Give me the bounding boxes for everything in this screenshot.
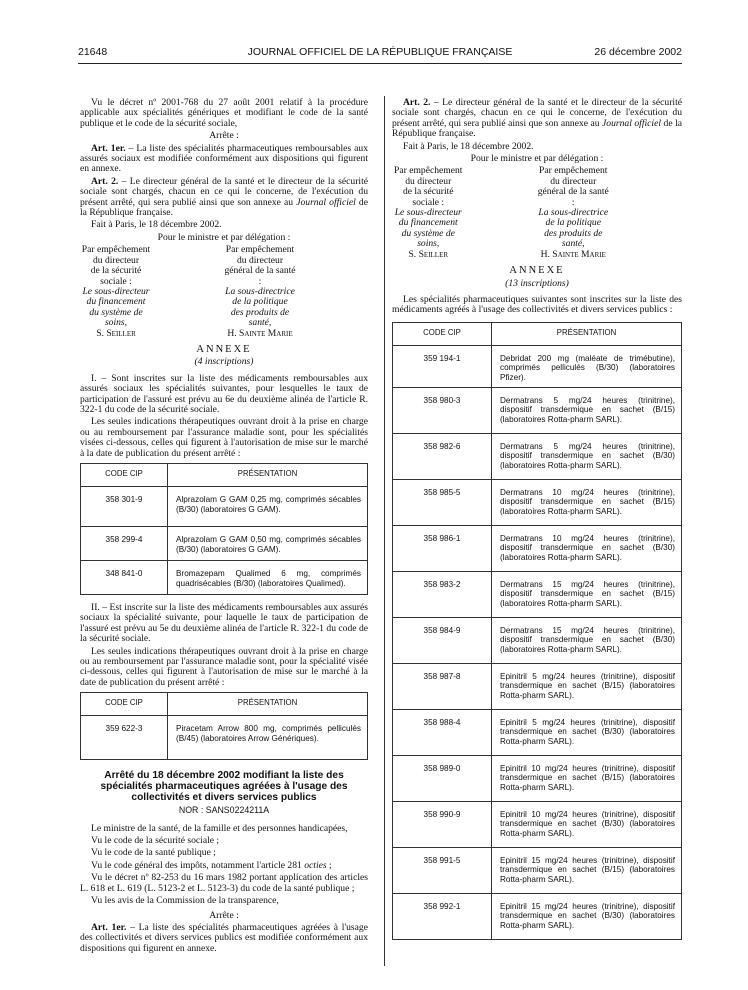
cip-code: 358 992-1 xyxy=(393,893,492,939)
cip-code: 358 988-4 xyxy=(393,709,492,755)
col-presentation: PRÉSENTATION xyxy=(492,322,682,345)
issue-date: 26 décembre 2002 xyxy=(594,46,682,58)
vu-decret: Vu le décret nº 2001-768 du 27 août 2001 relatif à la procédure applicable aux spécialités génériques et modifiant le code de la santé publique et le code de la sécurité sociale, xyxy=(80,97,368,129)
table-row xyxy=(393,525,682,571)
presentation: Dermatrans 5 mg/24 heures (trinitrine), dispositif transdermique en sachet (B/15) (laboratoires Rotta-pharm SARL). xyxy=(492,387,682,433)
signature-left xyxy=(80,245,224,339)
table-row xyxy=(393,571,682,617)
cip-code: 358 989-0 xyxy=(393,755,492,801)
inscriptions-count: (13 inscriptions) xyxy=(505,277,569,289)
signature-right xyxy=(537,166,682,260)
fait-a-paris: Fait à Paris, le 18 décembre 2002. xyxy=(91,219,222,231)
article-1 xyxy=(80,144,368,175)
cip-code: 348 841-0 xyxy=(81,561,168,595)
page-number: 21648 xyxy=(78,46,108,58)
vu-line xyxy=(80,861,368,871)
vu-line: Vu les avis de la Commission de la transparence, xyxy=(91,895,279,907)
vu-line-end: ; xyxy=(326,859,332,871)
cip-code: 358 991-5 xyxy=(393,847,492,893)
cip-code: 358 987-8 xyxy=(393,663,492,709)
presentation: Epinitril 15 mg/24 heures (trinitrine), dispositif transdermique en sachet (B/30) (laboratoires Rotta-pharm SARL). xyxy=(492,893,682,939)
presentation: Epinitril 5 mg/24 heures (trinitrine), dispositif transdermique en sachet (B/15) (laboratoires Rotta-pharm SARL). xyxy=(492,663,682,709)
cip-code: 358 980-3 xyxy=(393,387,492,433)
article-2-text: – Le directeur général de la santé et le directeur de la sécurité sociale sont chargés, chacun en ce qui le concerne, de l'exécution du présent arrêté, qui sera publié ainsi que son annexe au xyxy=(80,175,368,208)
presentation: Dermatrans 15 mg/24 heures (trinitrine), dispositif transdermique en sachet (B/15) (laboratoires Rotta-pharm SARL). xyxy=(492,571,682,617)
presentation: Dermatrans 5 mg/24 heures (trinitrine), dispositif transdermique en sachet (B/30) (laboratoires Rotta-pharm SARL). xyxy=(492,433,682,479)
left-column xyxy=(80,98,368,956)
table-row xyxy=(393,893,682,939)
signatory-name: S. Seiller xyxy=(408,248,449,260)
cip-code: 358 301-9 xyxy=(81,487,168,527)
journal-title: JOURNAL OFFICIEL DE LA RÉPUBLIQUE FRANÇAISE xyxy=(247,46,513,58)
col-presentation: PRÉSENTATION xyxy=(168,693,368,716)
table-row xyxy=(393,663,682,709)
article-2 xyxy=(392,98,682,140)
article-2-label: Art. 2. xyxy=(91,175,119,187)
article-1-text: – La liste des spécialités pharmaceutiques agréées à l'usage des collectivités et divers services publics est modifiée conformément aux dispositions qui figurent en annexe. xyxy=(80,921,368,954)
ministre-line: Le ministre de la santé, de la famille et des personnes handicapées, xyxy=(91,822,348,834)
table-row xyxy=(393,709,682,755)
table-cip-2 xyxy=(80,692,368,760)
right-column xyxy=(392,98,682,948)
signature-left xyxy=(392,166,537,260)
table-row xyxy=(393,617,682,663)
section-1-indications: Les seules indications thérapeutiques ouvrant droit à la prise en charge ou au remboursement par l'assurance maladie sont, pour les spécialités visées ci-dessous, celles qui figurent à l'autorisation de mise sur le marché à la date de publication du présent arrêté : xyxy=(80,416,368,459)
signature-block xyxy=(80,245,368,339)
vu-line: Vu le code de la sécurité sociale ; xyxy=(91,835,220,847)
section-2-indications: Les seules indications thérapeutiques ouvrant droit à la prise en charge ou au remboursement par l'assurance maladie sont, pour la spécialité visée ci-dessous, celles qui figurent à l'autorisation de mise sur le marché à la date de publication du présent arrêté : xyxy=(80,645,368,688)
table-row xyxy=(393,387,682,433)
pour-le-ministre: Pour le ministre et par délégation : xyxy=(157,231,291,243)
cip-code: 359 194-1 xyxy=(393,345,492,387)
signatory-name: S. Seiller xyxy=(96,327,136,339)
sig-line: du financement xyxy=(398,217,458,229)
table-row xyxy=(393,345,682,387)
octies: octies xyxy=(304,859,327,871)
sig-line: La sous-directrice xyxy=(538,207,609,219)
page-header xyxy=(78,46,682,62)
table-row xyxy=(393,479,682,525)
sig-line: Par empêchement xyxy=(225,244,295,256)
arrete-heading: Arrête : xyxy=(209,130,239,142)
arrete-heading: Arrête : xyxy=(209,909,239,921)
annexe-intro: Les spécialités pharmaceutiques suivantes sont inscrites sur la liste des médicaments agréés à l'usage des collectivités et divers services publics : xyxy=(392,293,682,316)
article-2 xyxy=(80,177,368,219)
presentation: Debridat 200 mg (maléate de trimébutine), comprimés pelliculés (B/30) (laboratoires Pfizer). xyxy=(492,345,682,387)
col-code-cip: CODE CIP xyxy=(81,464,168,487)
table-header-row xyxy=(81,464,368,487)
article-2-text: – Le directeur général de la santé et le directeur de la sécurité sociale sont chargés, chacun en ce qui le concerne, de l'exécution du présent arrêté, qui sera publié ainsi que son annexe au xyxy=(392,97,682,129)
cip-code: 358 984-9 xyxy=(393,617,492,663)
section-2: II. – Est inscrite sur la liste des médicaments remboursables aux assurés sociaux la spécialité suivante, pour laquelle le taux de participation de l'assuré est prévu au 5e du deuxième alinéa de l'article R. 322-1 du code de la sécurité sociale. xyxy=(80,602,368,645)
inscriptions-count: (4 inscriptions) xyxy=(194,356,254,368)
table-row xyxy=(81,487,368,527)
fait-a-paris: Fait à Paris, le 18 décembre 2002. xyxy=(403,140,534,152)
sig-line: Le sous-directeur xyxy=(82,285,150,297)
presentation: Epinitril 5 mg/24 heures (trinitrine), dispositif transdermique en sachet (B/30) (laboratoires Rotta-pharm SARL). xyxy=(492,709,682,755)
sig-line: Le sous-directeur xyxy=(394,207,462,219)
table-row xyxy=(393,755,682,801)
cip-code: 358 299-4 xyxy=(81,527,168,561)
cip-code: 358 982-6 xyxy=(393,433,492,479)
article-2-label: Art. 2. xyxy=(403,97,431,108)
presentation: Bromazepam Qualimed 6 mg, comprimés quadrisécables (B/30) (laboratoires Qualimed). xyxy=(168,561,368,595)
annexe-title: ANNEXE xyxy=(509,265,565,277)
cip-code: 358 990-9 xyxy=(393,801,492,847)
signatory-name: H. Sainte Marie xyxy=(540,248,606,260)
sig-line: de la politique xyxy=(545,217,601,229)
presentation: Alprazolam G GAM 0,25 mg, comprimés sécables (B/30) (laboratoires G GAM). xyxy=(168,487,368,527)
signature-right xyxy=(224,245,368,339)
presentation: Epinitril 10 mg/24 heures (trinitrine), dispositif transdermique en sachet (B/15) (laboratoires Rotta-pharm SARL). xyxy=(492,755,682,801)
table-row xyxy=(393,801,682,847)
table-row xyxy=(393,847,682,893)
table-header-row xyxy=(393,322,682,345)
arrete-title: Arrêté du 18 décembre 2002 modifiant la liste des spécialités pharmaceutiques agréées à l'usage des collectivités et divers services publics xyxy=(100,770,348,804)
sig-line: du directeur général de la santé : xyxy=(224,254,296,287)
annexe-title: ANNEXE xyxy=(196,343,252,355)
column-divider xyxy=(384,96,385,966)
vu-line: Vu le décret nº 82-253 du 16 mars 1982 portant application des articles L. 618 et L. 619 (L. 5123-2 et L. 5123-3) du code de la santé publique ; xyxy=(80,872,368,894)
article-2-text-end: de la République française. xyxy=(392,117,682,140)
cip-code: 358 983-2 xyxy=(393,571,492,617)
sig-line: des produits de santé, xyxy=(230,306,290,329)
section-1: I. – Sont inscrites sur la liste des médicaments remboursables aux assurés sociaux les spécialités suivantes, pour lesquelles le taux de participation de l'assuré est prévu au 6e du deuxième alinéa de l'article R. 322-1 du code de la sécurité sociale. xyxy=(80,372,368,415)
signature-block xyxy=(392,166,682,260)
sig-line: Par empêchement du directeur xyxy=(81,244,151,266)
sig-line: La sous-directrice xyxy=(225,285,295,297)
article-2-text-end: de la République française. xyxy=(80,196,368,219)
col-presentation: PRÉSENTATION xyxy=(168,464,368,487)
col-code-cip: CODE CIP xyxy=(393,322,492,345)
table-row xyxy=(81,716,368,760)
vu-line: Vu le code de la santé publique ; xyxy=(91,847,216,859)
nor-reference: NOR : SANS0224211A xyxy=(178,805,270,816)
col-code-cip: CODE CIP xyxy=(81,693,168,716)
article-1-label: Art. 1er. xyxy=(91,142,126,154)
article-1-label: Art. 1er. xyxy=(91,921,127,933)
presentation: Piracetam Arrow 800 mg, comprimés pelliculés (B/45) (laboratoires Arrow Génériques). xyxy=(168,716,368,760)
sig-line: du système de soins, xyxy=(401,227,455,250)
vu-line-text: Vu le code général des impôts, notamment l'article 281 xyxy=(91,859,305,871)
cip-code: 358 985-5 xyxy=(393,479,492,525)
presentation: Epinitril 10 mg/24 heures (trinitrine), dispositif transdermique en sachet (B/30) (laboratoires Rotta-pharm SARL). xyxy=(492,801,682,847)
cip-code: 358 986-1 xyxy=(393,525,492,571)
presentation: Epinitril 15 mg/24 heures (trinitrine), dispositif transdermique en sachet (B/15) (laboratoires Rotta-pharm SARL). xyxy=(492,847,682,893)
article-1-b xyxy=(80,923,368,954)
sig-line: Par empêchement xyxy=(539,165,608,177)
table-header-row xyxy=(81,693,368,716)
sig-line: de la sécurité sociale : xyxy=(402,186,454,208)
presentation: Dermatrans 15 mg/24 heures (trinitrine), dispositif transdermique en sachet (B/30) (laboratoires Rotta-pharm SARL). xyxy=(492,617,682,663)
article-1-text: – La liste des spécialités pharmaceutiques remboursables aux assurés sociaux est modifiée conformément aux dispositions qui figurent en annexe. xyxy=(80,142,368,175)
presentation: Dermatrans 10 mg/24 heures (trinitrine), dispositif transdermique en sachet (B/30) (laboratoires Rotta-pharm SARL). xyxy=(492,525,682,571)
pour-le-ministre: Pour le ministre et par délégation : xyxy=(470,153,604,165)
presentation: Dermatrans 10 mg/24 heures (trinitrine), dispositif transdermique en sachet (B/15) (laboratoires Rotta-pharm SARL). xyxy=(492,479,682,525)
sig-line: du financement xyxy=(86,296,146,308)
table-row xyxy=(81,527,368,561)
sig-line: de la sécurité sociale : xyxy=(90,265,142,287)
journal-officiel-ref: Journal officiel xyxy=(296,196,356,208)
journal-officiel-ref: Journal officiel xyxy=(602,117,662,129)
table-cip-collectivites xyxy=(392,322,682,940)
signatory-name: H. Sainte Marie xyxy=(227,327,293,339)
table-cip-1 xyxy=(80,463,368,595)
presentation: Alprazolam G GAM 0,50 mg, comprimés sécables (B/30) (laboratoires G GAM). xyxy=(168,527,368,561)
table-row xyxy=(81,561,368,595)
sig-line: du directeur général de la santé : xyxy=(537,175,609,208)
sig-line: des produits de santé, xyxy=(544,227,603,250)
sig-line: du système de soins, xyxy=(89,306,143,329)
table-row xyxy=(393,433,682,479)
header-rule xyxy=(78,63,682,64)
sig-line: de la politique xyxy=(232,296,288,308)
cip-code: 359 622-3 xyxy=(81,716,168,760)
sig-line: Par empêchement du directeur xyxy=(394,165,463,187)
